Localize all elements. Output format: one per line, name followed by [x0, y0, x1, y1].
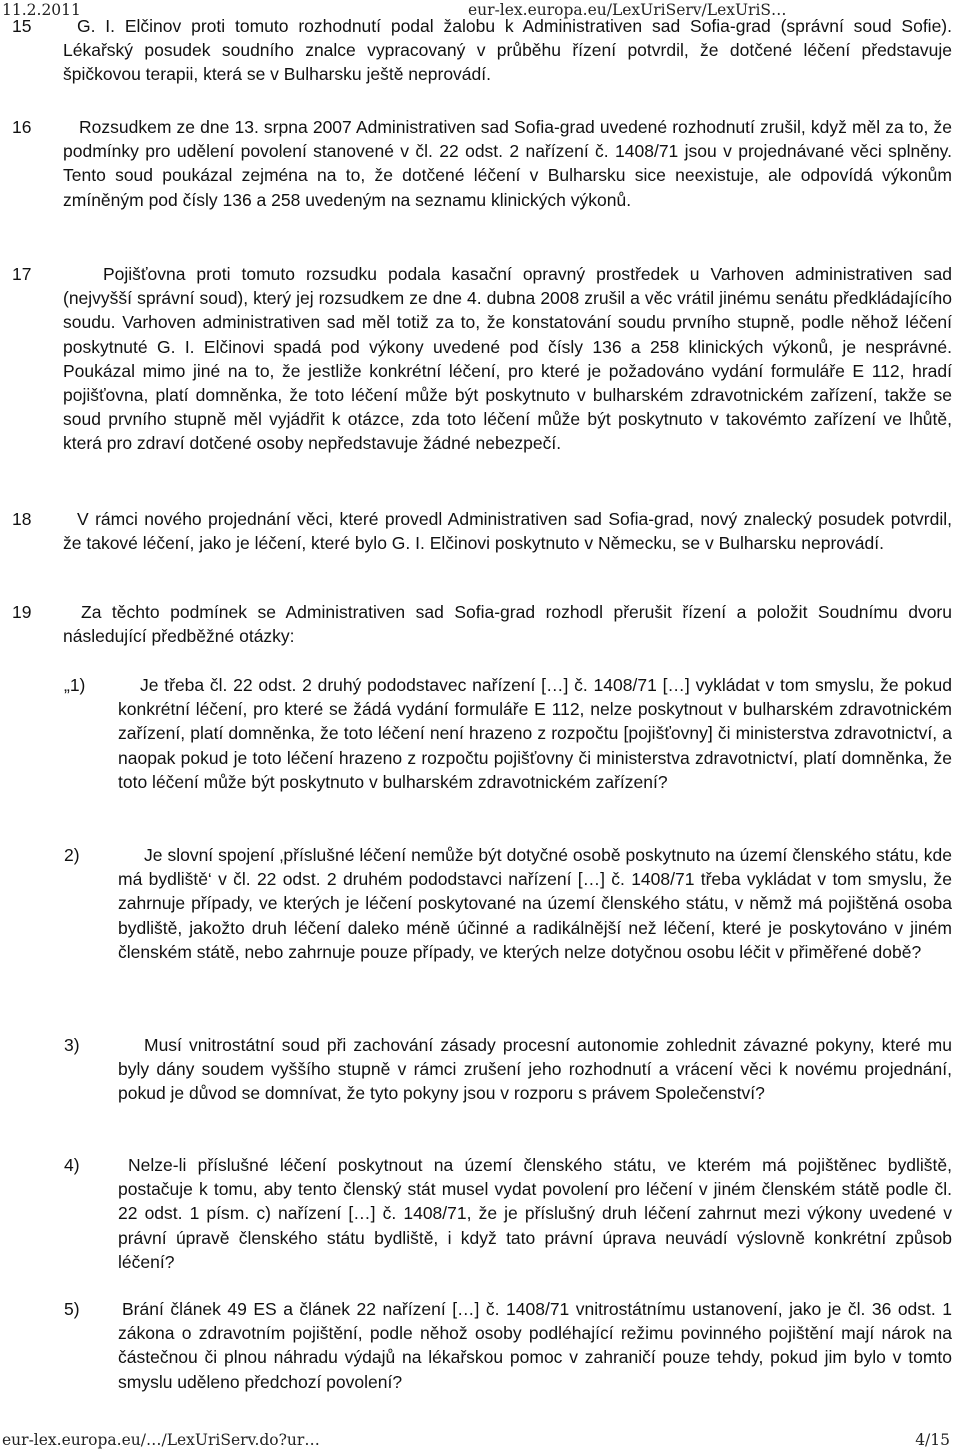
- question-text: Je třeba čl. 22 odst. 2 druhý pododstavec nařízení […] č. 1408/71 […] vykládat v tom smyslu, že pokud konkrétní léčení, pro které se žádá vydání formuláře E 112, nelze poskytnout v bulharském zdravotnickém zařízení, platí domněnka, že toto léčení není hrazeno z rozpočtu [pojišťovny] či ministerstva zdravotnictví, a naopak pokud je toto léčení hrazeno z rozpočtu pojišťovny či ministerstva zdravotnictví, platí domněnka, že toto léčení může být poskytnuto v bulharském zdravotnickém zařízení?: [118, 675, 952, 792]
- question-text: Je slovní spojení ‚příslušné léčení nemůže být dotyčné osobě poskytnuto na území členského státu, kde má bydliště‘ v čl. 22 odst. 2 druhém pododstavci nařízení […] č. 1408/71 třeba vykládat v tom smyslu, že zahrnuje případy, ve kterých je léčení poskytované na území členského státu, v němž má pojištěná osoba bydliště, jakožto druh léčení daleko méně účinné a radikálnější než léčení, které je poskytováno v jiném členském státě, nebo zahrnuje pouze případy, ve kterých nelze dotyčnou osobu léčit v přiměřené době?: [118, 845, 952, 962]
- page-number: 4/15: [915, 1431, 950, 1449]
- question-text: Brání článek 49 ES a článek 22 nařízení […] č. 1408/71 vnitrostátnímu ustanovení, jako je čl. 36 odst. 1 zákona o zdravotním pojištění, podle něhož osoby podléhající režimu povinného pojištění mají nárok na částečnou či plnou náhradu výdajů na lékařskou pomoc v zahraničí pouze tehdy, pokud jim bylo v tomto smyslu uděleno předchozí povolení?: [118, 1299, 952, 1392]
- paragraph-text: Za těchto podmínek se Administrativen sad Sofia-grad rozhodl přerušit řízení a položit Soudnímu dvoru následující předběžné otázky:: [63, 602, 952, 647]
- paragraph-text: V rámci nového projednání věci, které provedl Administrativen sad Sofia-grad, nový znalecký posudek potvrdil, že takové léčení, jako je léčení, které bylo G. I. Elčinovi poskytnuto v Německu, se v Bulharsku neprovádí.: [63, 509, 952, 554]
- question-number: 4): [64, 1155, 80, 1175]
- paragraph-number: 15: [12, 16, 32, 36]
- question-number: 3): [64, 1035, 80, 1055]
- header-date: 11.2.2011: [2, 1, 81, 19]
- question-3: [0, 1033, 952, 1106]
- paragraph-19: [0, 600, 952, 648]
- question-number: „1): [64, 675, 86, 695]
- paragraph-number: 19: [12, 602, 32, 622]
- question-number: 5): [64, 1299, 80, 1319]
- question-1: [0, 673, 952, 794]
- paragraph-text: Rozsudkem ze dne 13. srpna 2007 Administrativen sad Sofia-grad uvedené rozhodnutí zrušil, když měl za to, že podmínky pro udělení povolení stanovené v čl. 22 odst. 2 nařízení č. 1408/71 jsou v projednávané věci splněny. Tento soud poukázal zejména na to, že dotčené léčení v Bulharsku sice neexistuje, ale odpovídá výkonům zmíněným pod čísly 136 a 258 uvedeným na seznamu klinických výkonů.: [63, 117, 952, 210]
- page-footer: [0, 1430, 960, 1450]
- paragraph-16: [0, 115, 952, 212]
- question-2: [0, 843, 952, 964]
- paragraph-number: 16: [12, 117, 32, 137]
- paragraph-text: Pojišťovna proti tomuto rozsudku podala kasační opravný prostředek u Varhoven administrativen sad (nejvyšší správní soud), který jej rozsudkem ze dne 4. dubna 2008 zrušil a věc vrátil jinému senátu předkládajícího soudu. Varhoven administrativen sad měl totiž za to, že konstatování soudu prvního stupně, podle něhož léčení poskytnuté G. I. Elčinovi spadá pod výkony uvedené pod čísly 136 a 258 klinických výkonů, je nesprávné. Poukázal mimo jiné na to, že jestliže konkrétní léčení, pro které je požadováno vydání formuláře E 112, hradí pojišťovna, platí domněnka, že toto léčení může být poskytnuto v bulharském zdravotnickém zařízení, takže se soud prvního stupně měl vyjádřit k otázce, zda toto léčení může být poskytnuto v takovémto zařízení ve lhůtě, která pro zdraví dotčené osoby nepředstavuje žádné nebezpečí.: [63, 264, 952, 454]
- paragraph-number: 17: [12, 264, 32, 284]
- question-5: [0, 1297, 952, 1394]
- paragraph-number: 18: [12, 509, 32, 529]
- paragraph-text: G. I. Elčinov proti tomuto rozhodnutí podal žalobu k Administrativen sad Sofia-grad (správní soud Sofie). Lékařský posudek soudního znalce vypracovaný v průběhu řízení potvrdil, že dotčené léčení představuje špičkovou terapii, která se v Bulharsku ještě neprovádí.: [63, 16, 952, 85]
- question-4: [0, 1153, 952, 1274]
- footer-url: eur-lex.europa.eu/…/LexUriServ.do?ur…: [2, 1431, 320, 1449]
- header-url: eur-lex.europa.eu/LexUriServ/LexUriS…: [468, 1, 787, 19]
- question-text: Musí vnitrostátní soud při zachování zásady procesní autonomie zohlednit závazné pokyny, které mu byly dány soudem vyššího stupně v rámci zrušení jeho rozhodnutí a vrácení věci k novému projednání, pokud je důvod se domnívat, že tyto pokyny jsou v rozporu s právem Společenství?: [118, 1035, 952, 1104]
- question-number: 2): [64, 845, 80, 865]
- question-text: Nelze-li příslušné léčení poskytnout na území členského státu, ve kterém má pojištěnec bydliště, postačuje k tomu, aby tento členský stát musel vydat povolení pro léčení v jiném členském státě podle čl. 22 odst. 1 písm. c) nařízení […] č. 1408/71, že je příslušný druh léčení zahrnut mezi výkony uvedené v právní úpravě členského státu bydliště, i když tato právní úprava neuvádí výslovně konkrétní způsob léčení?: [118, 1155, 952, 1272]
- paragraph-15: [0, 14, 952, 87]
- paragraph-17: [0, 262, 952, 456]
- paragraph-18: [0, 507, 952, 555]
